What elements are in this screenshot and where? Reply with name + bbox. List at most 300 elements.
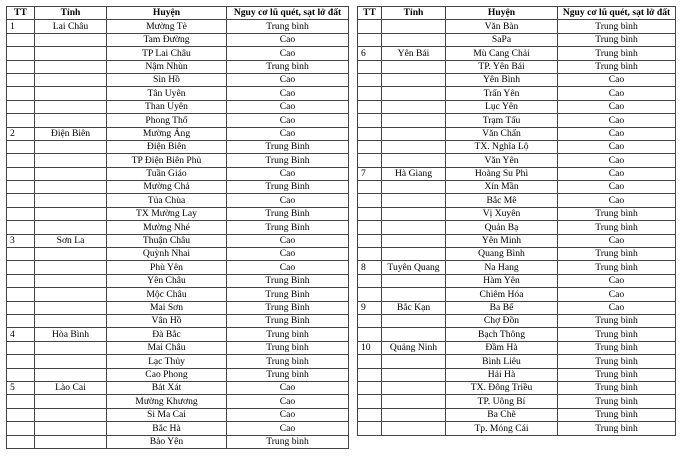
table-row — [7, 154, 349, 167]
cell-tt — [358, 221, 382, 234]
cell-huyen: Yên Minh — [446, 234, 558, 247]
table-row — [358, 248, 676, 261]
cell-risk: Cao — [227, 381, 349, 394]
cell-huyen: Văn Bàn — [446, 20, 558, 33]
cell-tinh — [382, 181, 446, 194]
cell-huyen: Mường Ảng — [107, 127, 227, 140]
cell-tinh — [382, 355, 446, 368]
table-row — [7, 355, 349, 368]
cell-tt — [358, 87, 382, 100]
table-row — [358, 328, 676, 341]
cell-huyen: Ba Chẽ — [446, 408, 558, 421]
cell-risk: Trung bình — [558, 47, 676, 60]
table-row — [7, 274, 349, 287]
cell-risk: Cao — [227, 100, 349, 113]
table-row — [358, 127, 676, 140]
cell-risk: Cao — [558, 194, 676, 207]
cell-tinh — [35, 408, 107, 421]
cell-tinh — [382, 288, 446, 301]
table-row — [358, 194, 676, 207]
cell-risk: Cao — [227, 33, 349, 46]
header-risk: Nguy cơ lũ quét, sạt lở đất — [227, 7, 349, 20]
cell-huyen: Quỳnh Nhai — [107, 248, 227, 261]
cell-tt — [358, 181, 382, 194]
cell-tt — [358, 140, 382, 153]
cell-tinh — [35, 274, 107, 287]
cell-tt — [358, 207, 382, 220]
cell-tt — [358, 395, 382, 408]
cell-tt — [7, 87, 35, 100]
cell-huyen: Vân Hồ — [107, 314, 227, 327]
table-row — [7, 47, 349, 60]
cell-huyen: Xín Mần — [446, 181, 558, 194]
cell-huyen: Hải Hà — [446, 368, 558, 381]
table-row — [7, 194, 349, 207]
cell-tinh: Tuyên Quang — [382, 261, 446, 274]
cell-tt — [358, 100, 382, 113]
cell-tt — [7, 73, 35, 86]
table-row — [7, 395, 349, 408]
cell-tt — [358, 33, 382, 46]
cell-tinh — [35, 368, 107, 381]
table-row — [7, 207, 349, 220]
cell-tinh — [382, 274, 446, 287]
cell-tt — [7, 422, 35, 435]
cell-tinh — [35, 355, 107, 368]
cell-tinh — [382, 60, 446, 73]
cell-risk: Trung bình — [558, 422, 676, 435]
table-row — [358, 181, 676, 194]
cell-risk: Cao — [227, 234, 349, 247]
cell-tinh — [382, 87, 446, 100]
cell-huyen: Mường Tè — [107, 20, 227, 33]
cell-huyen: TP Lai Châu — [107, 47, 227, 60]
cell-huyen: Chiêm Hóa — [446, 288, 558, 301]
table-row — [358, 408, 676, 421]
header-tinh: Tỉnh — [35, 7, 107, 20]
cell-tt — [7, 47, 35, 60]
table-row — [7, 248, 349, 261]
cell-tinh — [35, 207, 107, 220]
table-row — [7, 234, 349, 247]
cell-tt — [358, 355, 382, 368]
cell-tt — [7, 221, 35, 234]
cell-tt: 10 — [358, 341, 382, 354]
cell-risk: Trung bình — [227, 355, 349, 368]
cell-huyen: Bạch Thông — [446, 328, 558, 341]
table-row — [7, 127, 349, 140]
cell-risk: Trung bình — [558, 341, 676, 354]
cell-huyen: Bát Xát — [107, 381, 227, 394]
header-risk: Nguy cơ lũ quét, sạt lở đất — [558, 7, 676, 20]
cell-huyen: Yên Bình — [446, 73, 558, 86]
table-row — [358, 114, 676, 127]
cell-tinh — [382, 100, 446, 113]
cell-huyen: Bắc Mê — [446, 194, 558, 207]
table-row — [7, 167, 349, 180]
table-row — [358, 381, 676, 394]
table-row — [7, 114, 349, 127]
cell-risk: Trung bình — [558, 408, 676, 421]
cell-tt — [358, 328, 382, 341]
risk-table-right — [357, 6, 676, 436]
cell-huyen: Mộc Châu — [107, 288, 227, 301]
cell-tinh — [35, 73, 107, 86]
cell-tt — [358, 20, 382, 33]
cell-huyen: Thuận Châu — [107, 234, 227, 247]
cell-tt — [358, 288, 382, 301]
header-tt: TT — [358, 7, 382, 20]
table-row — [358, 234, 676, 247]
table-row — [7, 87, 349, 100]
cell-huyen: Chợ Đồn — [446, 314, 558, 327]
cell-tinh — [35, 314, 107, 327]
cell-risk: Cao — [227, 248, 349, 261]
cell-tinh — [35, 422, 107, 435]
table-row — [7, 328, 349, 341]
table-row — [358, 314, 676, 327]
cell-tt — [7, 408, 35, 421]
cell-tt — [358, 194, 382, 207]
cell-tinh — [35, 87, 107, 100]
cell-risk: Cao — [227, 87, 349, 100]
cell-tinh: Sơn La — [35, 234, 107, 247]
table-body-right — [358, 20, 676, 435]
cell-huyen: Đà Bắc — [107, 328, 227, 341]
table-row — [7, 181, 349, 194]
cell-tt: 9 — [358, 301, 382, 314]
cell-huyen: Trạm Tấu — [446, 114, 558, 127]
cell-tt — [7, 368, 35, 381]
cell-huyen: Tủa Chùa — [107, 194, 227, 207]
cell-risk: Cao — [558, 114, 676, 127]
cell-risk: Cao — [227, 261, 349, 274]
cell-tt — [7, 274, 35, 287]
table-row — [7, 140, 349, 153]
cell-risk: Cao — [558, 73, 676, 86]
table-row — [358, 167, 676, 180]
cell-tinh — [382, 328, 446, 341]
table-row — [358, 73, 676, 86]
cell-huyen: Bắc Hà — [107, 422, 227, 435]
cell-risk: Trung Bình — [227, 154, 349, 167]
cell-huyen: Bình Liêu — [446, 355, 558, 368]
table-row — [358, 422, 676, 435]
cell-tinh — [382, 408, 446, 421]
cell-tinh — [35, 248, 107, 261]
cell-huyen: TP Điện Biên Phủ — [107, 154, 227, 167]
cell-risk: Trung Bình — [227, 274, 349, 287]
cell-risk: Cao — [558, 181, 676, 194]
cell-tt — [7, 60, 35, 73]
table-row — [7, 408, 349, 421]
cell-huyen: Hoàng Su Phì — [446, 167, 558, 180]
cell-tinh: Lai Châu — [35, 20, 107, 33]
table-row — [7, 422, 349, 435]
cell-risk: Cao — [227, 73, 349, 86]
cell-tt: 2 — [7, 127, 35, 140]
table-row — [7, 368, 349, 381]
cell-tt — [358, 127, 382, 140]
cell-risk: Cao — [558, 87, 676, 100]
cell-tinh: Điện Biên — [35, 127, 107, 140]
cell-risk: Trung bình — [558, 314, 676, 327]
cell-tt — [358, 234, 382, 247]
cell-tt — [7, 33, 35, 46]
table-row — [7, 60, 349, 73]
cell-tt — [358, 381, 382, 394]
cell-huyen: Sìn Hồ — [107, 73, 227, 86]
cell-huyen: Tam Đường — [107, 33, 227, 46]
table-row — [358, 288, 676, 301]
cell-tinh — [382, 194, 446, 207]
cell-huyen: TX Mường Lay — [107, 207, 227, 220]
cell-tinh — [35, 47, 107, 60]
cell-risk: Cao — [227, 194, 349, 207]
cell-tinh — [382, 114, 446, 127]
cell-huyen: Tp. Móng Cái — [446, 422, 558, 435]
cell-tinh — [382, 422, 446, 435]
cell-risk: Trung bình — [558, 207, 676, 220]
cell-risk: Trung bình — [227, 435, 349, 448]
cell-risk: Trung bình — [558, 33, 676, 46]
cell-tinh — [382, 73, 446, 86]
cell-risk: Trung bình — [558, 60, 676, 73]
cell-risk: Cao — [558, 154, 676, 167]
cell-risk: Trung Bình — [227, 221, 349, 234]
cell-tt — [7, 248, 35, 261]
cell-tt — [7, 181, 35, 194]
table-row — [7, 341, 349, 354]
cell-risk: Trung Bình — [227, 181, 349, 194]
cell-tt — [7, 314, 35, 327]
cell-risk: Cao — [558, 167, 676, 180]
table-row — [7, 221, 349, 234]
cell-huyen: Mường Nhé — [107, 221, 227, 234]
cell-risk: Trung bình — [558, 368, 676, 381]
cell-tinh — [35, 288, 107, 301]
cell-tt — [358, 248, 382, 261]
cell-tt — [7, 341, 35, 354]
cell-tt — [358, 154, 382, 167]
cell-tinh — [382, 248, 446, 261]
table-row — [7, 301, 349, 314]
cell-tt — [7, 395, 35, 408]
table-row — [7, 20, 349, 33]
table-row — [358, 355, 676, 368]
table-row — [358, 341, 676, 354]
cell-tinh — [35, 33, 107, 46]
cell-tinh — [35, 395, 107, 408]
cell-tinh — [382, 154, 446, 167]
cell-tt: 6 — [358, 47, 382, 60]
cell-risk: Cao — [227, 167, 349, 180]
cell-huyen: Na Hang — [446, 261, 558, 274]
cell-tinh — [382, 395, 446, 408]
cell-huyen: Đầm Hà — [446, 341, 558, 354]
table-row — [358, 47, 676, 60]
cell-risk: Cao — [558, 127, 676, 140]
cell-tt: 5 — [7, 381, 35, 394]
cell-tinh — [382, 127, 446, 140]
cell-tinh — [35, 301, 107, 314]
cell-tt — [358, 60, 382, 73]
cell-tinh — [35, 221, 107, 234]
table-row — [7, 73, 349, 86]
cell-risk: Trung bình — [558, 381, 676, 394]
table-row — [358, 274, 676, 287]
table-row — [358, 87, 676, 100]
cell-tinh — [35, 167, 107, 180]
table-header-row — [7, 7, 349, 20]
cell-tt — [358, 314, 382, 327]
cell-tt: 8 — [358, 261, 382, 274]
cell-risk: Cao — [558, 234, 676, 247]
cell-huyen: Cao Phong — [107, 368, 227, 381]
cell-tt — [7, 167, 35, 180]
cell-huyen: Ba Bể — [446, 301, 558, 314]
cell-huyen: Văn Yên — [446, 154, 558, 167]
table-row — [358, 261, 676, 274]
cell-huyen: Mù Cang Chải — [446, 47, 558, 60]
cell-tt — [7, 207, 35, 220]
cell-tt — [7, 301, 35, 314]
cell-huyen: TP. Yên Bái — [446, 60, 558, 73]
cell-risk: Trung bình — [558, 221, 676, 234]
cell-risk: Trung bình — [558, 355, 676, 368]
table-row — [358, 395, 676, 408]
cell-tt — [358, 422, 382, 435]
table-row — [7, 100, 349, 113]
cell-tinh — [382, 234, 446, 247]
cell-risk: Trung Bình — [227, 207, 349, 220]
cell-tinh — [35, 341, 107, 354]
cell-huyen: Lạc Thủy — [107, 355, 227, 368]
table-row — [7, 288, 349, 301]
cell-tt — [7, 194, 35, 207]
table-row — [358, 20, 676, 33]
table-body-left — [7, 20, 349, 449]
cell-huyen: Yên Châu — [107, 274, 227, 287]
risk-table-left — [6, 6, 349, 449]
table-row — [7, 33, 349, 46]
table-row — [358, 221, 676, 234]
cell-tinh — [382, 368, 446, 381]
cell-tinh — [35, 100, 107, 113]
cell-huyen: Than Uyên — [107, 100, 227, 113]
cell-huyen: Vị Xuyên — [446, 207, 558, 220]
cell-risk: Trung bình — [558, 328, 676, 341]
table-row — [358, 154, 676, 167]
cell-risk: Cao — [558, 301, 676, 314]
cell-tinh — [382, 207, 446, 220]
cell-tinh: Hà Giang — [382, 167, 446, 180]
cell-risk: Trung bình — [558, 248, 676, 261]
cell-risk: Trung Bình — [227, 314, 349, 327]
header-tt: TT — [7, 7, 35, 20]
cell-tinh: Lào Cai — [35, 381, 107, 394]
cell-huyen: Điện Biên — [107, 140, 227, 153]
cell-huyen: TX. Đông Triều — [446, 381, 558, 394]
cell-risk: Trung bình — [227, 60, 349, 73]
cell-huyen: Trấn Yên — [446, 87, 558, 100]
cell-tinh — [35, 60, 107, 73]
cell-risk: Cao — [227, 395, 349, 408]
cell-tt — [7, 100, 35, 113]
cell-risk: Trung bình — [227, 341, 349, 354]
cell-tinh: Quảng Ninh — [382, 341, 446, 354]
cell-risk: Trung bình — [227, 368, 349, 381]
cell-tinh — [382, 140, 446, 153]
table-header-row — [358, 7, 676, 20]
cell-tt: 4 — [7, 328, 35, 341]
cell-risk: Trung Bình — [227, 301, 349, 314]
table-row — [7, 381, 349, 394]
cell-tinh — [35, 181, 107, 194]
table-row — [7, 261, 349, 274]
cell-tinh — [382, 20, 446, 33]
cell-tt — [358, 408, 382, 421]
cell-risk: Trung bình — [558, 261, 676, 274]
cell-huyen: Mường Khương — [107, 395, 227, 408]
cell-huyen: Tuần Giáo — [107, 167, 227, 180]
cell-risk: Trung Bình — [227, 140, 349, 153]
cell-tt — [358, 368, 382, 381]
header-huyen: Huyện — [107, 7, 227, 20]
cell-risk: Cao — [227, 114, 349, 127]
table-row — [358, 301, 676, 314]
cell-tinh — [382, 221, 446, 234]
table-row — [7, 435, 349, 448]
cell-huyen: Si Ma Cai — [107, 408, 227, 421]
cell-risk: Trung bình — [558, 20, 676, 33]
cell-tinh: Bắc Kạn — [382, 301, 446, 314]
cell-huyen: SaPa — [446, 33, 558, 46]
cell-tinh — [35, 435, 107, 448]
cell-tt — [7, 114, 35, 127]
cell-tt — [7, 435, 35, 448]
cell-huyen: Hàm Yên — [446, 274, 558, 287]
cell-huyen: Bảo Yên — [107, 435, 227, 448]
cell-risk: Cao — [558, 274, 676, 287]
cell-huyen: Phong Thổ — [107, 114, 227, 127]
table-row — [358, 100, 676, 113]
cell-tt: 7 — [358, 167, 382, 180]
header-huyen: Huyện — [446, 7, 558, 20]
cell-tinh — [35, 114, 107, 127]
cell-tt — [358, 274, 382, 287]
cell-huyen: Quản Bạ — [446, 221, 558, 234]
table-row — [358, 33, 676, 46]
cell-risk: Trung Bình — [227, 288, 349, 301]
cell-tinh — [35, 154, 107, 167]
table-row — [7, 314, 349, 327]
cell-tinh — [35, 261, 107, 274]
cell-tinh — [382, 33, 446, 46]
cell-huyen: Văn Chấn — [446, 127, 558, 140]
cell-huyen: TX. Nghĩa Lộ — [446, 140, 558, 153]
cell-tt — [358, 73, 382, 86]
cell-risk: Cao — [227, 127, 349, 140]
cell-risk: Cao — [227, 422, 349, 435]
cell-risk: Trung bình — [227, 328, 349, 341]
cell-risk: Trung bình — [227, 20, 349, 33]
cell-huyen: Lục Yên — [446, 100, 558, 113]
header-tinh: Tỉnh — [382, 7, 446, 20]
cell-tinh: Yên Bái — [382, 47, 446, 60]
cell-huyen: Phù Yên — [107, 261, 227, 274]
cell-tt — [7, 288, 35, 301]
